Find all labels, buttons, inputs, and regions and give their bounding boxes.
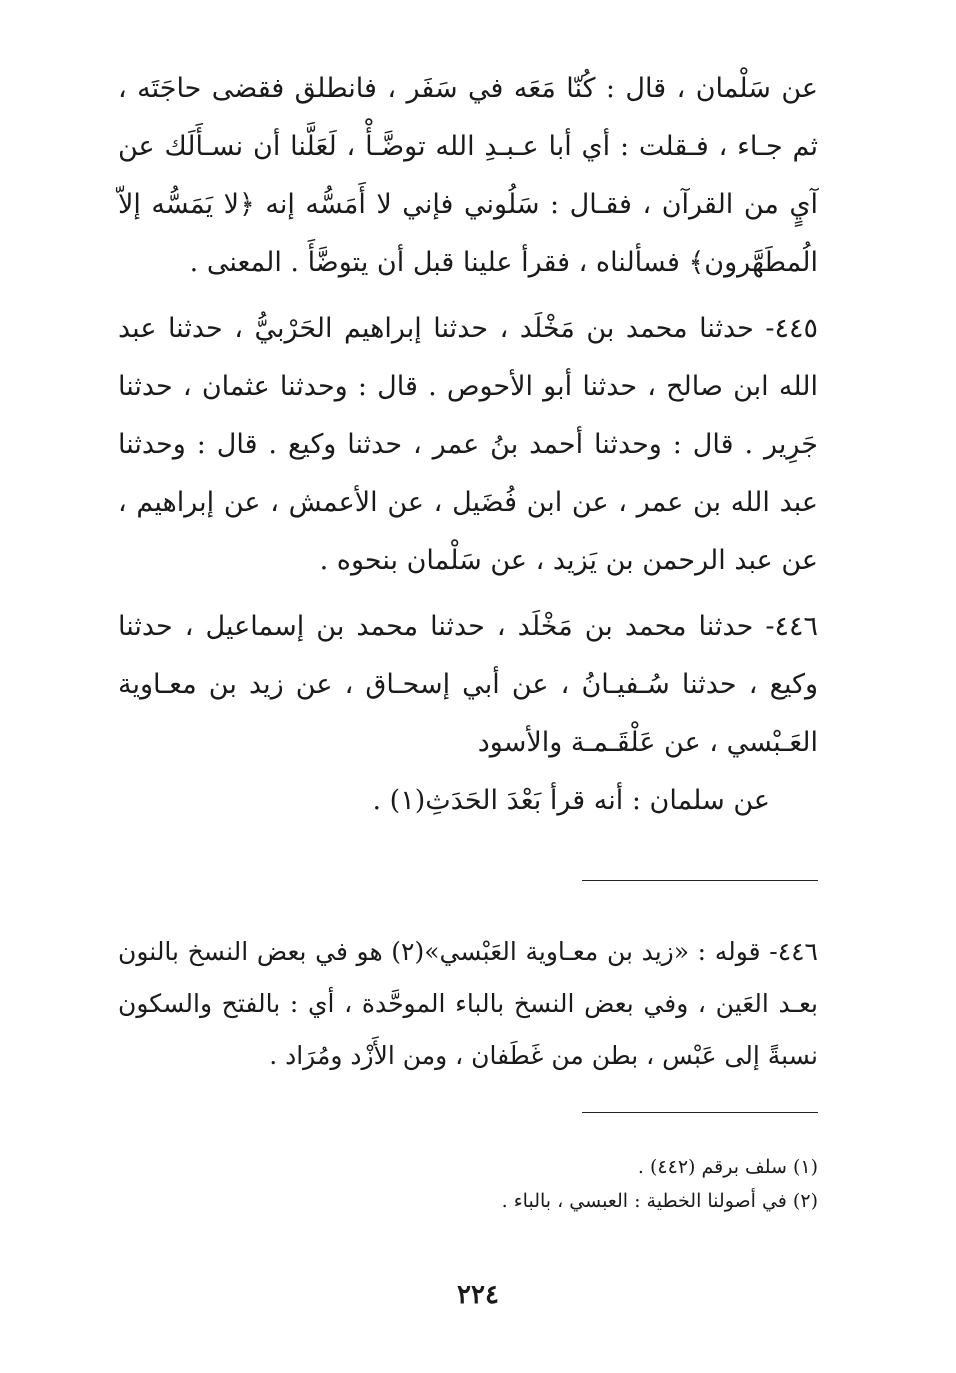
page-number: ٢٢٤ bbox=[457, 1280, 499, 1310]
separator-rule bbox=[582, 880, 818, 881]
paragraph-salman-narration: عن سَلْمان ، قال : كُنّا مَعَه في سَفَر ، فانطلق فقضى حاجَتَه ، ثم جـاء ، فـقلت : أي أبا عـبـدِ الله توضَّـأْ ، لَعَلَّنا أن نسـأَلَك عن آيٍ من القرآن ، فقـال : سَلُوني فإني لا أَمَسُّه إنه ﴿لا يَمَسُّه إلاّ الُمطَهَّرون﴾ فسألناه ، فقرأ علينا قبل أن يتوضَّأَ . المعنى . bbox=[118, 73, 818, 278]
commentary-paragraph: ٤٤٦- قوله : «زيد بن معـاوية العَبْسي»(٢) هو في بعض النسخ بالنون بعـد العَين ، وفي بعض النسخ بالباء الموحَّدة ، أي : بالفتح والسكون نسبةً إلى عَبْس ، بطن من غَطَفان ، ومن الأَزْد ومُرَاد . bbox=[118, 937, 818, 1070]
hadith-matn-line: عن سلمان : أنه قرأ بَعْدَ الحَدَثِ(١) . bbox=[372, 785, 770, 816]
footnote-1: (١) سلف برقم (٤٤٢) . bbox=[637, 1156, 818, 1178]
paragraph-hadith-445: ٤٤٥- حدثنا محمد بن مَخْلَد ، حدثنا إبراهيم الحَرْبيُّ ، حدثنا عبد الله ابن صالح ، حدثنا أبو الأحوص . قال : وحدثنا عثمان ، حدثنا جَرِير . قال : وحدثنا أحمد بنُ عمر ، حدثنا وكيع . قال : وحدثنا عبد الله بن عمر ، عن ابن فُضَيل ، عن الأعمش ، عن إبراهيم ، عن عبد الرحمن بن يَزيد ، عن سَلْمان بنحوه . bbox=[118, 313, 818, 576]
paragraph-hadith-446: ٤٤٦- حدثنا محمد بن مَخْلَد ، حدثنا محمد بن إسماعيل ، حدثنا وكيع ، حدثنا سُـفيـانُ ، عن أبي إسحـاق ، عن زيد بن معـاوية العَـبْسي ، عن عَلْقَـمـة والأسود bbox=[118, 611, 818, 758]
footnotes bbox=[118, 1150, 818, 1218]
footnote-separator-rule bbox=[582, 1112, 818, 1113]
main-text bbox=[118, 60, 818, 830]
footnote-2: (٢) في أصولنا الخطية : العبسي ، بالباء . bbox=[501, 1190, 818, 1212]
